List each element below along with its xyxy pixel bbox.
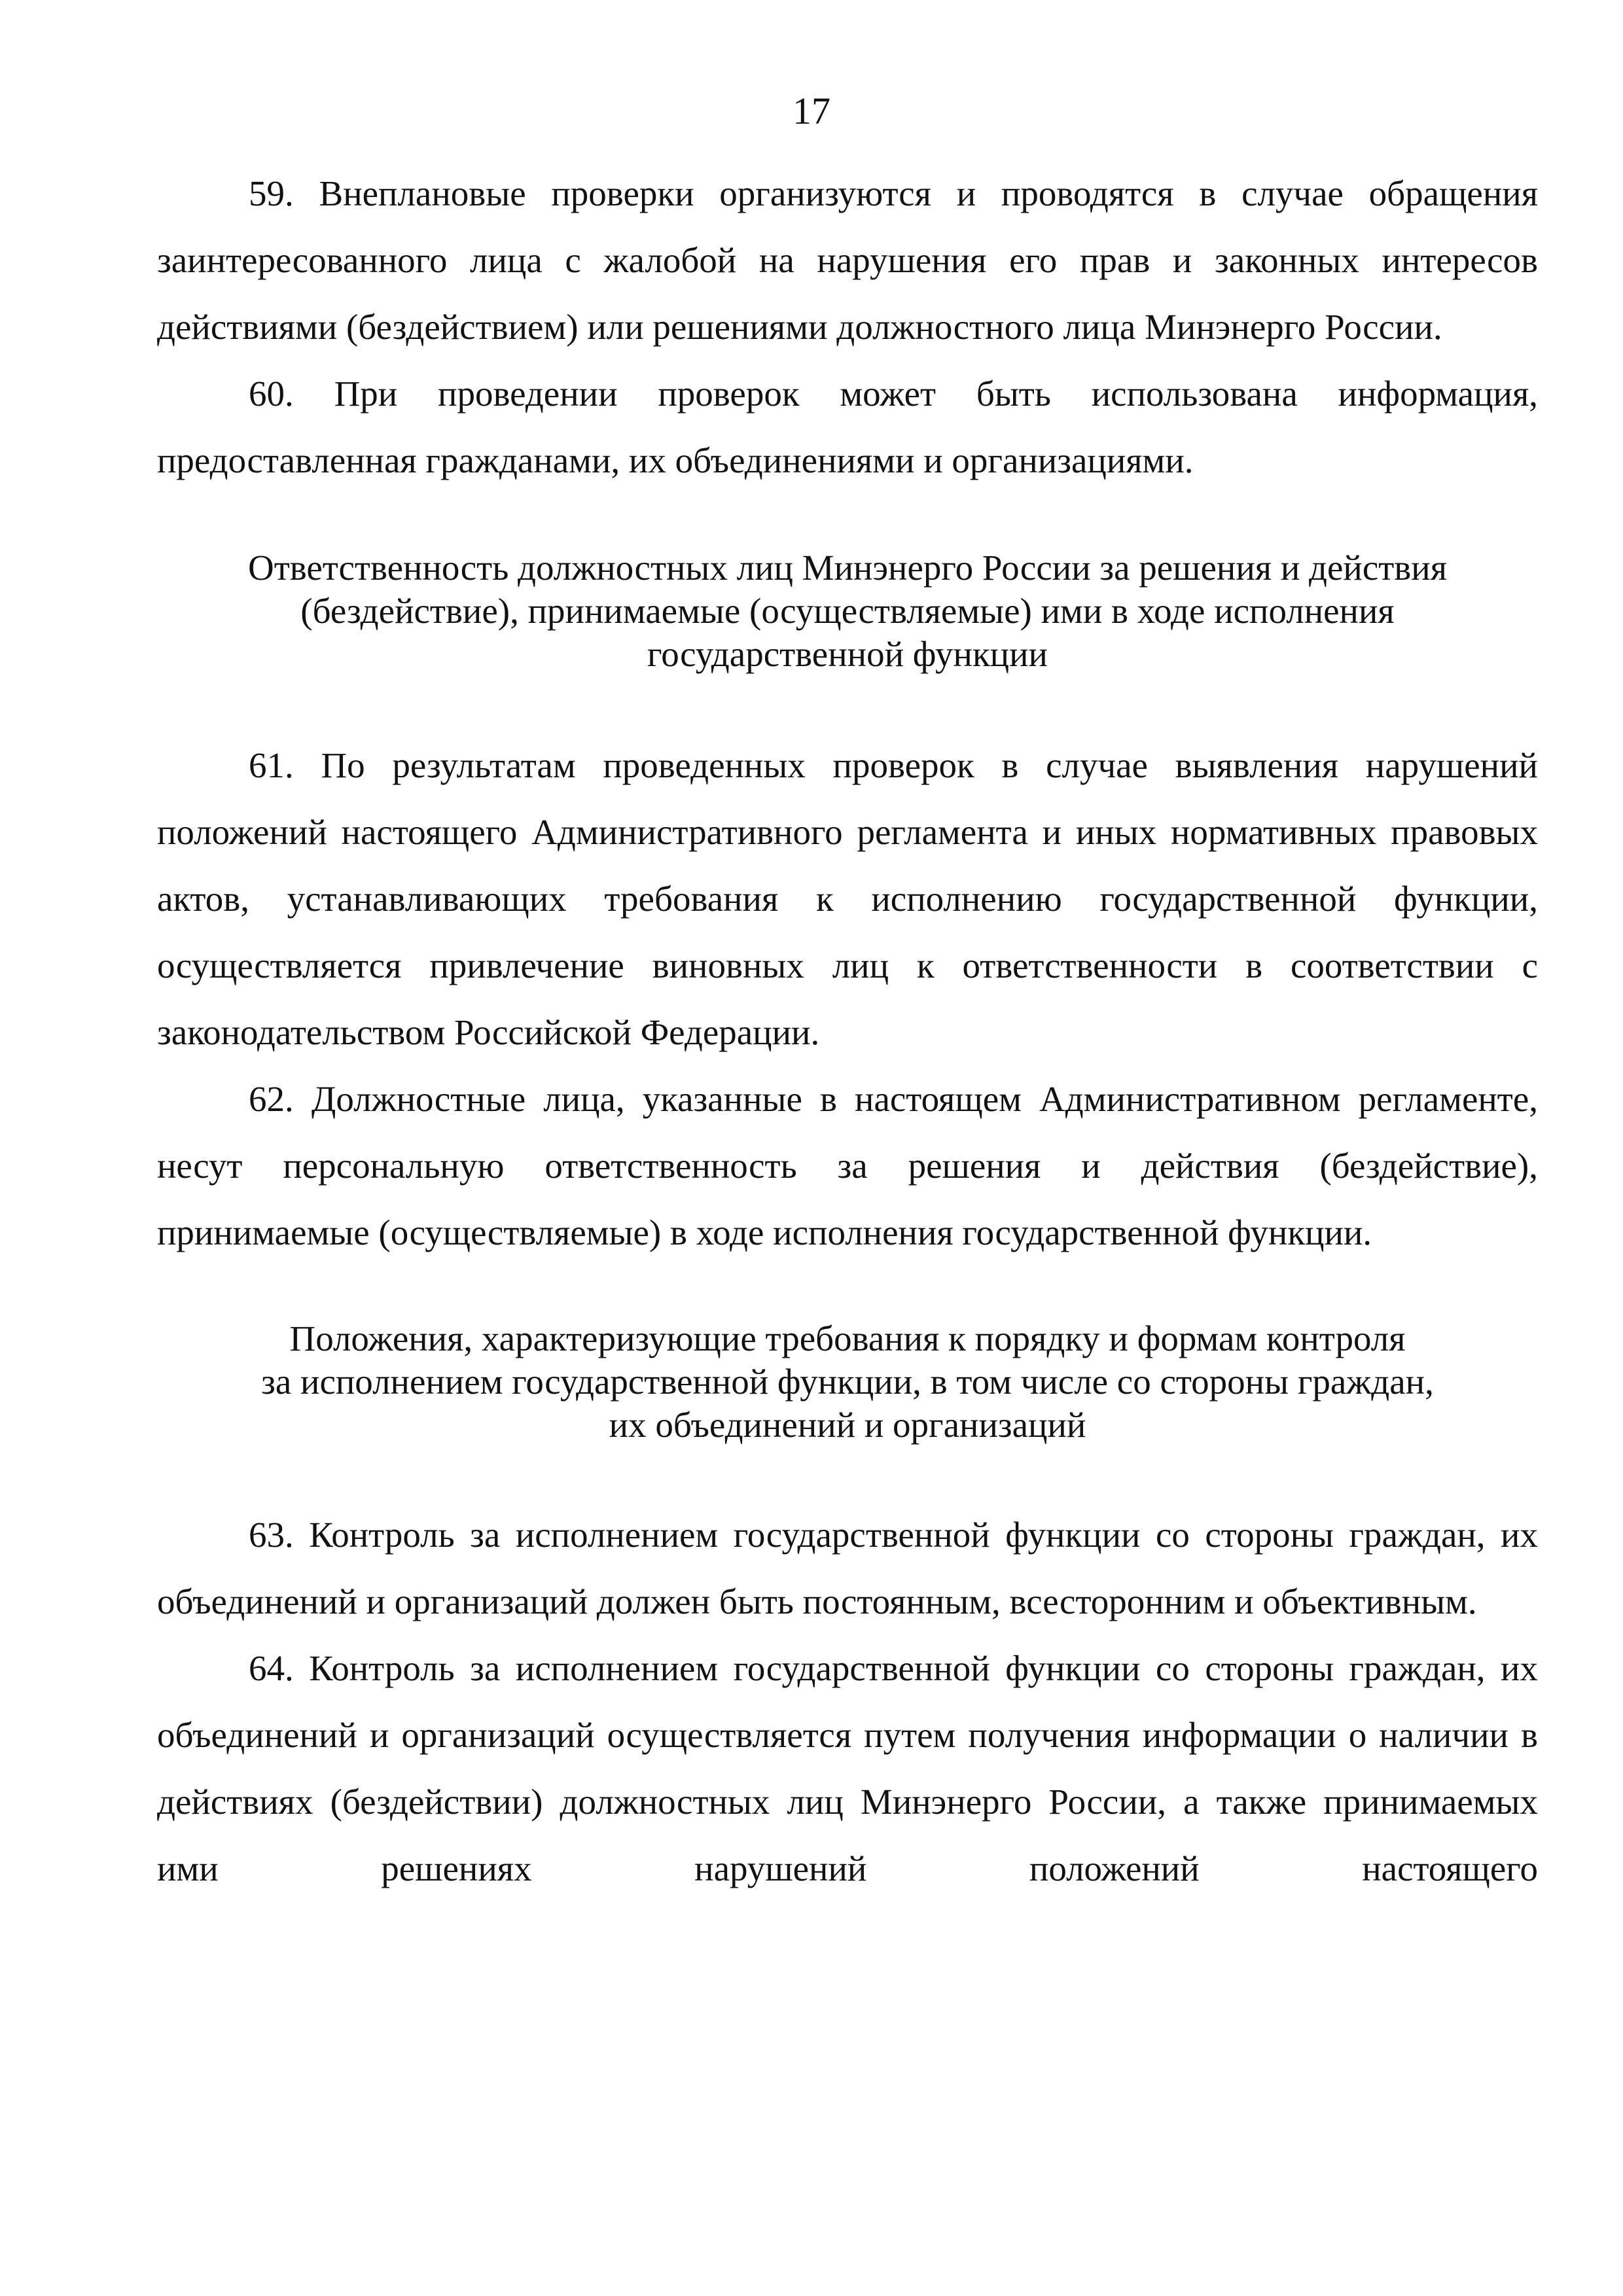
- paragraph-59: 59. Внеплановые проверки организуются и проводятся в случае обращения заинтересованного лица с жалобой на нарушения его прав и законных интересов действиями (бездействием) или решениями должностного лица Минэнерго России.: [157, 173, 1538, 347]
- heading-line: их объединений и организаций: [609, 1405, 1086, 1445]
- paragraph-61: 61. По результатам проведенных проверок в случае выявления нарушений положений настоящего Административного регламента и иных нормативных правовых актов, устанавливающих требования к исполнению государственной функции, осуществляется привлечение виновных лиц к ответственности в соответствии с законодательством Российской Федерации.: [157, 745, 1538, 1052]
- paragraph-63: 63. Контроль за исполнением государственной функции со стороны граждан, их объединений и организаций должен быть постоянным, всесторонним и объективным.: [157, 1515, 1538, 1621]
- heading-line: за исполнением государственной функции, в том числе со стороны граждан,: [261, 1362, 1434, 1402]
- heading-line: государственной функции: [647, 634, 1048, 674]
- document-body: [157, 160, 1538, 1902]
- heading-line: (бездействие), принимаемые (осуществляемые) ими в ходе исполнения: [300, 591, 1395, 631]
- page-number: 17: [793, 90, 830, 132]
- section-heading-responsibility: [157, 546, 1538, 676]
- heading-line: Ответственность должностных лиц Минэнерго России за решения и действия: [247, 548, 1448, 588]
- paragraph-62: 62. Должностные лица, указанные в настоящем Административном регламенте, несут персональную ответственность за решения и действия (бездействие), принимаемые (осуществляемые) в ходе исполнения государственной функции.: [157, 1079, 1538, 1252]
- section-heading-control: [157, 1317, 1538, 1447]
- heading-line: Положения, характеризующие требования к порядку и формам контроля: [289, 1318, 1406, 1358]
- paragraph-64: 64. Контроль за исполнением государственной функции со стороны граждан, их объединений и организаций осуществляется путем получения информации о наличии в действиях (бездействии) должностных лиц Минэнерго России, а также принимаемых ими решениях нарушений положений настоящего: [157, 1648, 1538, 1888]
- paragraph-60: 60. При проведении проверок может быть использована информация, предоставленная гражданами, их объединениями и организациями.: [157, 374, 1538, 480]
